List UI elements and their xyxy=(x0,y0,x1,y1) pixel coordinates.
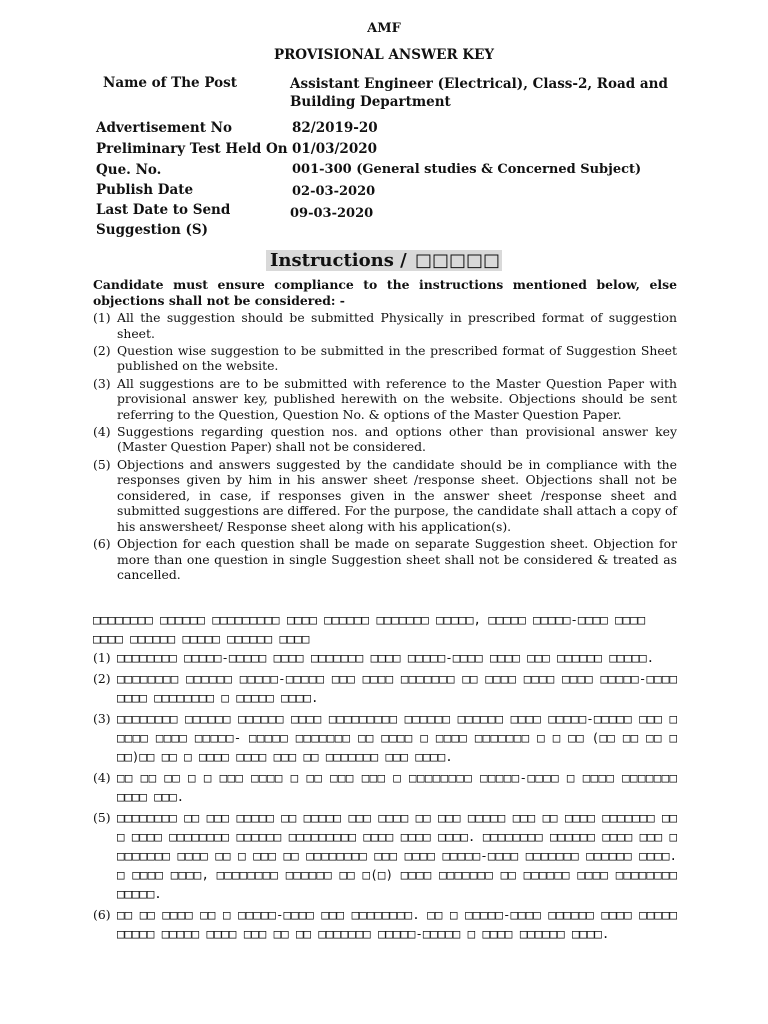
org-name: AMF xyxy=(367,21,401,36)
advertisement-value: 82/2019-20 xyxy=(292,120,378,136)
publish-date-value: 02-03-2020 xyxy=(292,184,376,199)
gujarati-instruction-item xyxy=(93,768,677,806)
post-value: Assistant Engineer (Electrical), Class-2, Road and Building Department xyxy=(290,76,668,110)
instruction-item xyxy=(93,343,677,374)
instruction-number: (2) xyxy=(93,342,111,358)
instruction-item xyxy=(93,536,677,583)
gujarati-instruction-text: □□□□□□□□ □□□□□□ □□□□□-□□□□□ □□□ □□□□ □□□□□□□ □□ □□□□ □□□□ □□□□ □□□□□-□□□□ □□□□ □□□□□□□□ □ □□□□□ □□□□. xyxy=(117,671,677,705)
gujarati-intro: □□□□□□□□ □□□□□□ □□□□□□□□□ □□□□ □□□□□□ □□□□□□□ □□□□□, □□□□□ □□□□□-□□□□ □□□□ □□□□ □□□□□□ □□□□□ □□□□□□ □□□□ xyxy=(93,612,646,646)
gujarati-instruction-text: □□ □□ □□ □ □ □□□ □□□□ □ □□ □□□ □□□ □ □□□□□□□□ □□□□□-□□□□ □ □□□□ □□□□□□□ □□□□ □□□. xyxy=(117,770,677,804)
instruction-item xyxy=(93,457,677,535)
instruction-number: (6) xyxy=(93,536,111,551)
last-date-label-line2: Suggestion (S) xyxy=(96,222,209,238)
gujarati-instruction-number: (6) xyxy=(93,907,111,922)
gujarati-instruction-item xyxy=(93,648,677,667)
gujarati-instruction-text: □□□□□□□□ □□ □□□ □□□□□ □□ □□□□□ □□□ □□□□ □□ □□□ □□□□□ □□□ □□ □□□□ □□□□□□□ □□ □ □□□□ □□□□□□□□ □□□□□□ □□□□□□□□□ □□□□ □□□□ □□□□. □□□□□□□□ □□□□□□ □□□□ □□□ □ □□□□□□□ □□□□ □□ □ □□□ □□ □□□□□□□□ □□□ □□□□ □□□□□-□□□□ □□□□□□□ □□□□□□ □□□□. □ □□□□ □□□□, □□□□□□□□ □□□□□□ □□ □(□) □□□□ □□□□□□□ □□ □□□□□□ □□□□ □□□□□□□□ □□□□□. xyxy=(117,810,677,901)
instruction-item xyxy=(93,424,677,455)
test-date-label: Preliminary Test Held On xyxy=(96,141,288,157)
gujarati-instruction-text: □□□□□□□□ □□□□□-□□□□□ □□□□ □□□□□□□ □□□□ □□□□□-□□□□ □□□□ □□□ □□□□□□ □□□□□. xyxy=(117,650,655,665)
instructions-title xyxy=(0,250,768,271)
gujarati-instruction-list xyxy=(93,648,677,943)
instruction-text: All the suggestion should be submitted Physically in prescribed format of suggestion sheet. xyxy=(117,310,677,341)
gujarati-instruction-text: □□□□□□□□ □□□□□□ □□□□□□ □□□□ □□□□□□□□□ □□□□□□ □□□□□□ □□□□ □□□□□-□□□□□ □□□ □ □□□□ □□□□ □□□□□- □□□□□ □□□□□□□ □□ □□□□ □ □□□□ □□□□□□□ □ □ □□ (□□ □□ □□ □ □□)□□ □□ □ □□□□ □□□□ □□□ □□ □□□□□□□ □□□ □□□□. xyxy=(117,711,677,764)
instruction-number: (5) xyxy=(93,456,111,472)
instruction-item xyxy=(93,310,677,341)
gujarati-instruction-number: (3) xyxy=(93,711,111,726)
gujarati-instruction-number: (5) xyxy=(93,810,111,825)
advertisement-label: Advertisement No xyxy=(96,120,232,136)
instruction-text: Suggestions regarding question nos. and options other than provisional answer key (Master Question Paper) shall not be considered. xyxy=(117,423,677,455)
instruction-text: Objections and answers suggested by the candidate should be in compliance with the responses given by him in his answer sheet /response sheet. Objections shall not be considered, in case, if responses given in the answer sheet /response sheet and submitted suggestions are differed. For the purpose, the candidate shall attach a copy of his answersheet/ Response sheet along with his application(s). xyxy=(117,456,677,534)
instructions-title-text: Instructions / xyxy=(269,250,413,271)
test-date-value: 01/03/2020 xyxy=(292,141,378,157)
instruction-item xyxy=(93,376,677,423)
instruction-number: (3) xyxy=(93,375,111,391)
last-date-value: 09-03-2020 xyxy=(290,206,374,221)
instruction-text: Question wise suggestion to be submitted in the prescribed format of Suggestion Sheet published on the website. xyxy=(117,342,677,374)
gujarati-instruction-item xyxy=(93,709,677,766)
gujarati-instruction-item xyxy=(93,669,677,707)
last-date-label: Last Date to Send xyxy=(96,202,231,218)
gujarati-instruction-text: □□ □□ □□□□ □□ □ □□□□□-□□□□ □□□ □□□□□□□□. □□ □ □□□□□-□□□□ □□□□□□ □□□□ □□□□□ □□□□□ □□□□□ □□□□ □□□ □□ □□ □□□□□□□ □□□□□-□□□□□ □ □□□□ □□□□□□ □□□□. xyxy=(117,907,677,941)
gujarati-instruction-number: (2) xyxy=(93,671,111,686)
instruction-number: (1) xyxy=(93,310,111,326)
instructions-intro: Candidate must ensure compliance to the instructions mentioned below, else objections shall not be considered: - xyxy=(93,277,677,308)
post-label: Name of The Post xyxy=(103,75,237,91)
gujarati-instruction-item xyxy=(93,905,677,943)
instruction-number: (4) xyxy=(93,423,111,439)
question-range-label: Que. No. xyxy=(96,162,162,178)
instruction-text: Objection for each question shall be made on separate Suggestion sheet. Objection for more than one question in single Suggestion sheet shall not be considered & treated as cancelled. xyxy=(117,536,677,583)
question-range-value: 001-300 (General studies & Concerned Subject) xyxy=(292,162,642,177)
instructions-title-glyphs: □□□□□ xyxy=(414,250,501,271)
gujarati-instruction-number: (1) xyxy=(93,650,111,665)
instruction-list xyxy=(93,310,677,583)
gujarati-instructions xyxy=(93,610,677,945)
instruction-text: All suggestions are to be submitted with reference to the Master Question Paper with provisional answer key, published herewith on the website. Objections should be sent referring to the Question, Question No. & options of the Master Question Paper. xyxy=(117,375,677,422)
gujarati-instruction-item xyxy=(93,808,677,903)
gujarati-instruction-number: (4) xyxy=(93,770,111,785)
english-instructions xyxy=(93,277,677,584)
document-title: PROVISIONAL ANSWER KEY xyxy=(273,47,495,63)
publish-date-label: Publish Date xyxy=(96,182,194,198)
